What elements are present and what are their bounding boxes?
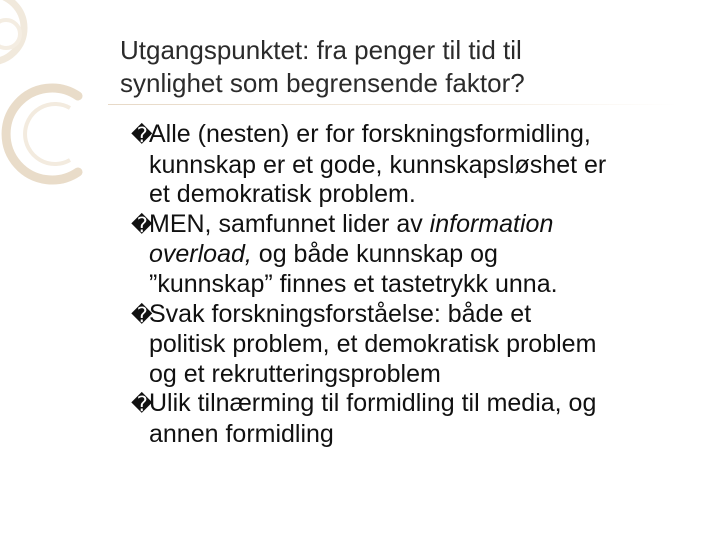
bullet-item-4 (131, 389, 701, 449)
bullet-4-line-2: annen formidling (149, 419, 334, 448)
bullet-1-line-3: et demokratisk problem. (149, 180, 416, 209)
bullet-2-line-2-text: og både kunnskap og (251, 240, 498, 269)
inner-arc-icon (25, 104, 70, 164)
bullet-marker-icon: � (131, 124, 153, 147)
bullet-item-3 (131, 300, 701, 390)
title-line-2: synlighet som begrensende faktor? (120, 68, 525, 98)
bullet-3-line-3: og et rekrutteringsproblem (149, 359, 441, 388)
bullet-item-2 (131, 210, 701, 300)
bullet-2-line-3: ”kunnskap” finnes et tastetrykk unna. (149, 269, 558, 298)
slide-title (120, 34, 700, 100)
bullet-3-line-1: Svak forskningsforståelse: både et (149, 299, 532, 328)
arc-ring-icon (6, 88, 78, 180)
bullet-1-line-1: Alle (nesten) er for forskningsformidling, (149, 120, 591, 148)
small-ring-icon (0, 20, 20, 48)
decorative-circles-graphic (0, 0, 110, 200)
bullet-marker-icon: � (131, 393, 153, 417)
bullet-4-line-1: Ulik tilnærming til formidling til media, og (149, 389, 597, 418)
title-line-1: Utgangspunktet: fra penger til tid til (120, 35, 522, 65)
bullet-item-1 (131, 120, 701, 210)
bullet-2-line-2-italic: overload, (149, 240, 252, 269)
bullet-3-line-2: politisk problem, et demokratisk problem (149, 330, 597, 359)
bullet-2-line-1-text: MEN, samfunnet lider av (149, 209, 430, 238)
bullet-marker-icon: � (131, 213, 153, 237)
bullet-1-line-2: kunnskap er et gode, kunnskapsløshet er (149, 150, 607, 179)
bullet-list (131, 120, 701, 450)
title-divider (108, 104, 678, 105)
bullet-2-line-1-italic: information (429, 209, 554, 238)
bullet-marker-icon: � (131, 303, 153, 327)
